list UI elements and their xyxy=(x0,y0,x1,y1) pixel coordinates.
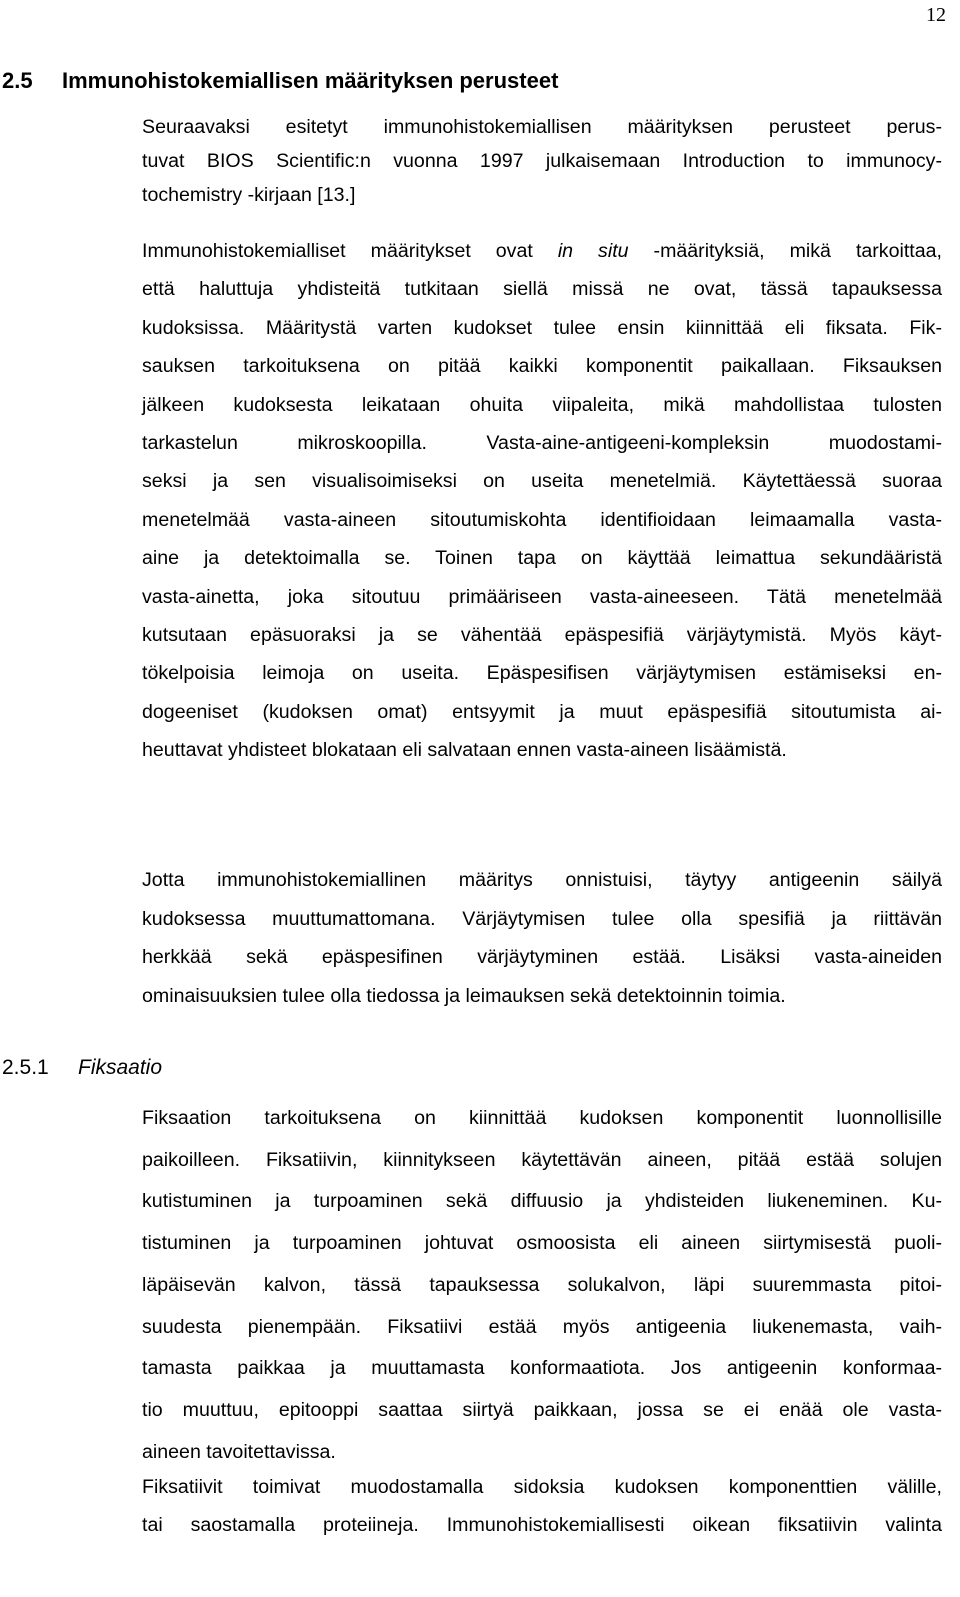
subsection-title: Fiksaatio xyxy=(78,1056,163,1079)
text-line: vasta-ainetta, joka sitoutuu primääriseen vasta-aineeseen. Tätä menetelmää xyxy=(142,585,942,608)
section-number: 2.5 xyxy=(2,68,33,93)
text-line: jälkeen kudoksesta leikataan ohuita viipaleita, mikä mahdollistaa tulosten xyxy=(142,393,942,416)
section-heading xyxy=(2,66,558,96)
text-line: ominaisuuksien tulee olla tiedossa ja leimauksen sekä detektoinnin toimia. xyxy=(142,984,786,1007)
text-line: heuttavat yhdisteet blokataan eli salvataan ennen vasta-aineen lisäämistä. xyxy=(142,739,787,762)
text-line: kutsutaan epäsuoraksi ja se vähentää epäspesifiä värjäytymistä. Myös käyt- xyxy=(142,624,942,647)
text-line: että haluttuja yhdisteitä tutkitaan siellä missä ne ovat, tässä tapauksessa xyxy=(142,278,942,301)
text-line: Fiksatiivit toimivat muodostamalla sidoksia kudoksen komponenttien välille, xyxy=(142,1476,942,1498)
text-fragment: Immunohistokemialliset määritykset ovat xyxy=(142,240,558,262)
text-line: sauksen tarkoituksena on pitää kaikki komponentit paikallaan. Fiksauksen xyxy=(142,355,942,378)
italic-term: in situ xyxy=(557,240,629,262)
text-line: tuvat BIOS Scientific:n vuonna 1997 julkaisemaan Introduction to immunocy- xyxy=(142,150,942,172)
text-line: kudoksessa muuttumattomana. Värjäytymisen tulee olla spesifiä ja riittävän xyxy=(142,907,942,930)
subsection-heading xyxy=(2,1053,162,1083)
text-fragment: -määrityksiä, mikä tarkoittaa, xyxy=(628,240,942,262)
paragraph-requirements xyxy=(142,861,942,1015)
text-line: menetelmää vasta-aineen sitoutumiskohta identifioidaan leimaamalla vasta- xyxy=(142,508,942,531)
text-line: seksi ja sen visualisoimiseksi on useita menetelmiä. Käytettäessä suoraa xyxy=(142,470,942,493)
text-line: aineen tavoitettavissa. xyxy=(142,1440,336,1463)
text-line: läpäisevän kalvon, tässä tapauksessa solukalvon, läpi suuremmasta pitoi- xyxy=(142,1273,942,1296)
paragraph-intro xyxy=(142,110,942,212)
text-line: tarkastelun mikroskoopilla. Vasta-aine-antigeeni-kompleksin muodostami- xyxy=(142,432,942,455)
text-line: tio muuttuu, epitooppi saattaa siirtyä paikkaan, jossa se ei enää ole vasta- xyxy=(142,1398,942,1421)
text-line: suudesta pienempään. Fiksatiivi estää myös antigeenia liukenemasta, vaih- xyxy=(142,1315,942,1338)
text-line: Fiksaation tarkoituksena on kiinnittää kudoksen komponentit luonnollisille xyxy=(142,1107,942,1129)
text-line xyxy=(142,232,942,270)
text-line: dogeeniset (kudoksen omat) entsyymit ja muut epäspesifiä sitoutumista ai- xyxy=(142,700,942,723)
text-line: tistuminen ja turpoaminen johtuvat osmoosista eli aineen siirtymisestä puoli- xyxy=(142,1232,942,1255)
paragraph-fixatives xyxy=(142,1469,942,1544)
text-line: kudoksissa. Määritystä varten kudokset tulee ensin kiinnittää eli fiksata. Fik- xyxy=(142,316,942,339)
paragraph-methods xyxy=(142,232,942,770)
text-line: tochemistry -kirjaan [13.] xyxy=(142,184,356,206)
text-line: herkkää sekä epäspesifinen värjäytyminen estää. Lisäksi vasta-aineiden xyxy=(142,946,942,968)
text-line: kutistuminen ja turpoaminen sekä diffuusio ja yhdisteiden liukeneminen. Ku- xyxy=(142,1190,942,1213)
text-line: paikoilleen. Fiksatiivin, kiinnitykseen käytettävän aineen, pitää estää solujen xyxy=(142,1148,942,1171)
page-number: 12 xyxy=(926,4,946,26)
text-line: Jotta immunohistokemiallinen määritys onnistuisi, täytyy antigeenin säilyä xyxy=(142,869,942,891)
text-line: aine ja detektoimalla se. Toinen tapa on käyttää leimattua sekundääristä xyxy=(142,547,942,570)
paragraph-fixation xyxy=(142,1098,942,1473)
text-line: tamasta paikkaa ja muuttamasta konformaatiota. Jos antigeenin konformaa- xyxy=(142,1357,942,1380)
text-line: tai saostamalla proteiineja. Immunohistokemiallisesti oikean fiksatiivin valinta xyxy=(142,1513,942,1536)
text-line: Seuraavaksi esitetyt immunohistokemiallisen määrityksen perusteet perus- xyxy=(142,116,942,138)
subsection-number: 2.5.1 xyxy=(2,1056,49,1079)
section-title: Immunohistokemiallisen määrityksen perusteet xyxy=(62,68,559,93)
text-line: tökelpoisia leimoja on useita. Epäspesifisen värjäytymisen estämiseksi en- xyxy=(142,662,942,685)
